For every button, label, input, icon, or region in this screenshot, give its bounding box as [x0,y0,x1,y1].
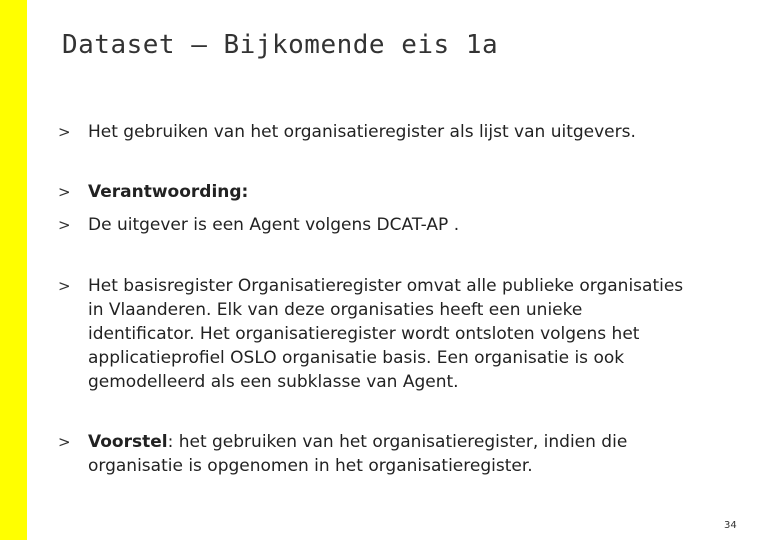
bullet-label-verantwoording: Verantwoording: [88,182,249,202]
page-number: 34 [724,520,737,531]
bullet-text: : het gebruiken van het organisatieregister, indien die organisatie is opgenomen in het organisatieregister. [88,432,628,476]
bullet-marker: > [58,433,71,451]
slide-title: Dataset – Bijkomende eis 1a [62,30,499,60]
accent-bar [0,0,27,540]
bullet-item [58,274,688,394]
bullet-marker: > [58,277,71,295]
bullet-item [58,213,688,237]
bullet-label-voorstel: Voorstel [88,432,168,452]
bullet-text: Het basisregister Organisatieregister omvat alle publieke organisaties in Vlaanderen. Elk van deze organisaties heeft een unieke identificator. Het organisatieregister wordt ontsloten volgens het applicatieprofiel OSLO organisatie basis. Een organisatie is ook gemodelleerd als een subklasse van Agent. [88,276,684,392]
bullet-item [58,180,688,204]
bullet-marker: > [58,123,71,141]
bullet-item [58,120,688,144]
bullet-text: Het gebruiken van het organisatieregister als lijst van uitgevers. [88,122,636,142]
bullet-marker: > [58,183,71,201]
bullet-marker: > [58,216,71,234]
bullet-item [58,430,688,478]
bullet-text: De uitgever is een Agent volgens DCAT-AP . [88,215,460,235]
